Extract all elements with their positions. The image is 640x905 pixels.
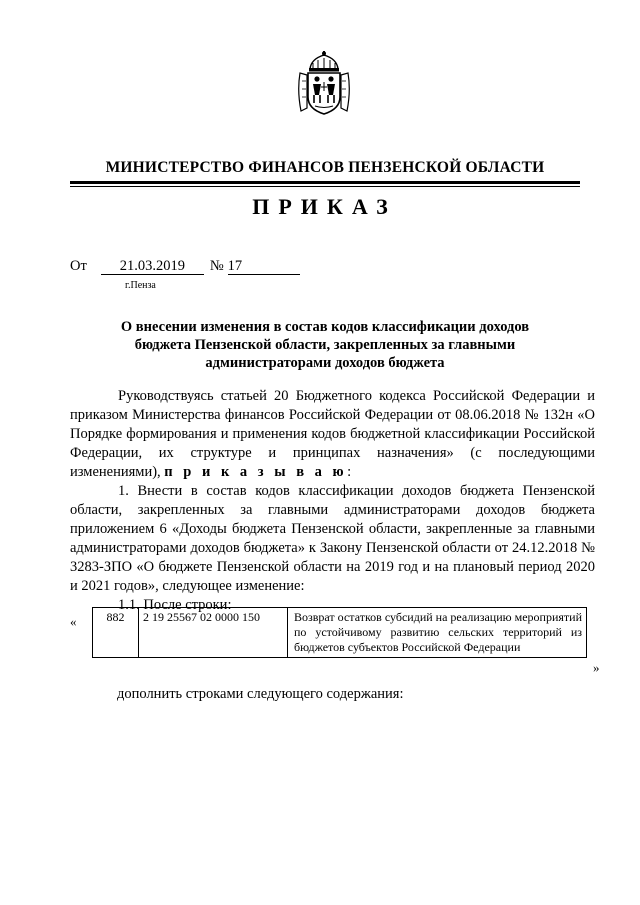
document-type: ПРИКАЗ	[252, 194, 397, 219]
table-row	[93, 608, 587, 658]
kbk-cell: 2 19 25567 02 0000 150	[139, 608, 288, 658]
order-number: 17	[228, 258, 300, 275]
quote-open: «	[70, 614, 77, 629]
quote-close: »	[593, 660, 600, 675]
admin-code-cell: 882	[93, 608, 139, 658]
classification-table	[92, 607, 587, 658]
paragraph-item-1: 1. Внести в состав кодов классификации доходов бюджета Пензенской области, закрепленных за главными администраторами доходов бюджета приложением 6 «Доходы бюджета Пензенской области, закрепленные за главными администраторами доходов бюджета» к Закону Пензенской области от 24.12.2018 № 3283-ЗПО «О бюджете Пензенской области на 2019 год и на плановый период 2020 и 2021 годов», следующее изменение:	[70, 483, 595, 594]
preamble-end: :	[347, 464, 352, 480]
date-number-line	[70, 258, 300, 275]
order-word: п р и к а з ы в а ю	[164, 464, 348, 480]
date-label: От	[70, 258, 87, 274]
order-body	[70, 387, 595, 615]
income-name-cell: Возврат остатков субсидий на реализацию мероприятий по устойчивому развитию сельских территорий из бюджетов субъектов Российской Федерации	[288, 608, 587, 658]
coat-of-arms-icon	[297, 51, 351, 116]
ministry-name: МИНИСТЕРСТВО ФИНАНСОВ ПЕНЗЕНСКОЙ ОБЛАСТИ	[105, 159, 545, 176]
header-rule-thick	[70, 181, 580, 184]
number-label: №	[209, 258, 224, 274]
order-date: 21.03.2019	[101, 258, 204, 275]
order-subject: О внесении изменения в состав кодов классификации доходов бюджета Пензенской области, закрепленных за главными администраторами доходов бюджета	[120, 319, 530, 371]
paragraph-preamble	[70, 387, 595, 482]
city: г.Пенза	[125, 280, 156, 291]
preamble-text: Руководствуясь статьей 20 Бюджетного кодекса Российской Федерации и приказом Министерства финансов Российской Федерации от 08.06.2018 № 132н «О Порядке формирования и применения кодов бюджетной классификации Российской Федерации, их структуре и принципах назначения» (с последующими изменениями),	[70, 388, 595, 480]
header-rule-thin	[70, 186, 580, 187]
paragraph-item-1-1: 1.1. После строки:	[118, 597, 232, 613]
supplement-text: дополнить строками следующего содержания:	[117, 686, 404, 702]
